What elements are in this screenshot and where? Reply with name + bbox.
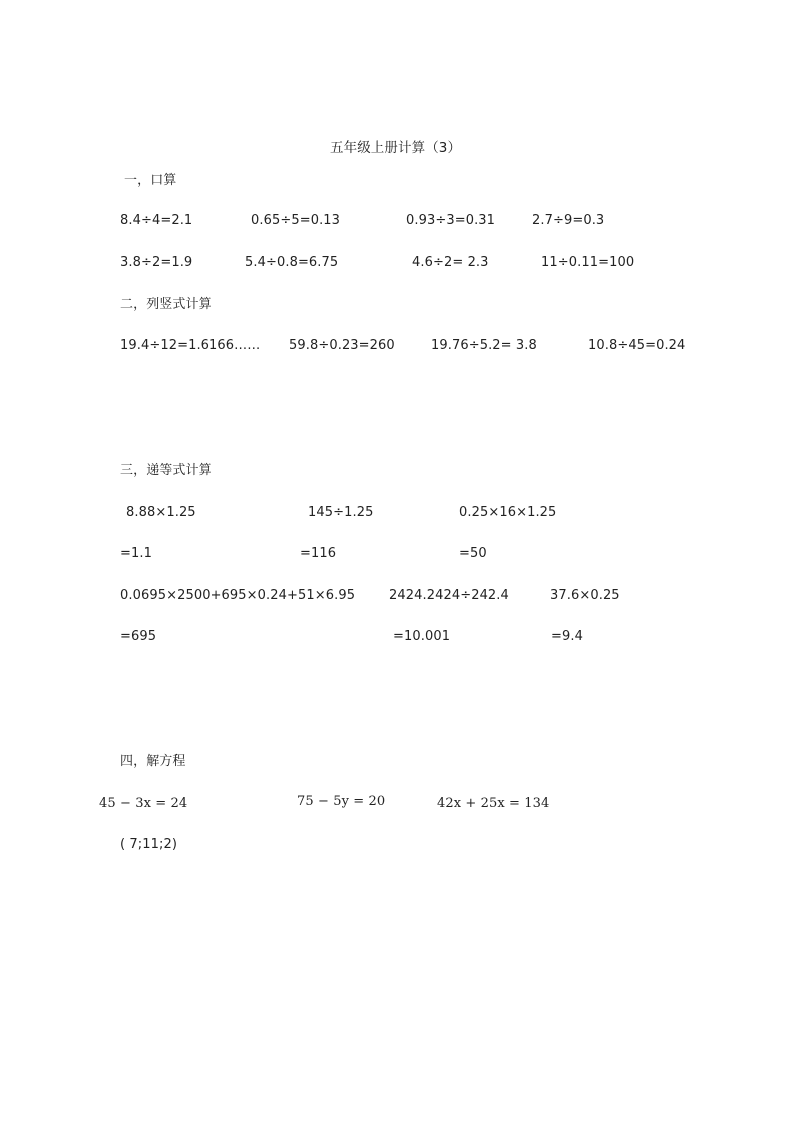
oral-calc-item: 0.93÷3=0.31 [406, 213, 496, 228]
equation: 42x + 25x = 134 [437, 796, 550, 811]
stepwise-problem: 0.0695×2500+695×0.24+51×6.95 [120, 588, 356, 603]
stepwise-answer: =1.1 [120, 546, 152, 561]
stepwise-answer: =695 [120, 629, 157, 644]
section2-heading: 二，列竖式计算 [120, 297, 212, 312]
vertical-calc-item: 10.8÷45=0.24 [588, 338, 686, 353]
oral-calc-item: 0.65÷5=0.13 [251, 213, 341, 228]
stepwise-answer: =10.001 [393, 629, 451, 644]
stepwise-answer: =116 [300, 546, 337, 561]
vertical-calc-item: 19.76÷5.2= 3.8 [431, 338, 537, 353]
equation: 75 − 5y = 20 [297, 794, 386, 809]
stepwise-problem: 145÷1.25 [308, 505, 374, 520]
section4-heading: 四，解方程 [120, 754, 186, 769]
oral-calc-item: 4.6÷2= 2.3 [412, 255, 489, 270]
equation: 45 − 3x = 24 [99, 796, 188, 811]
oral-calc-item: 8.4÷4=2.1 [120, 213, 193, 228]
stepwise-answer: =50 [459, 546, 487, 561]
stepwise-problem: 8.88×1.25 [126, 505, 196, 520]
vertical-calc-item: 59.8÷0.23=260 [289, 338, 395, 353]
section3-heading: 三，递等式计算 [120, 463, 212, 478]
oral-calc-item: 11÷0.11=100 [541, 255, 635, 270]
equation-answers: ( 7;11;2) [120, 837, 178, 852]
vertical-calc-item: 19.4÷12=1.6166…… [120, 338, 261, 353]
stepwise-problem: 2424.2424÷242.4 [389, 588, 509, 603]
stepwise-problem: 0.25×16×1.25 [459, 505, 557, 520]
stepwise-answer: =9.4 [551, 629, 583, 644]
stepwise-problem: 37.6×0.25 [550, 588, 620, 603]
oral-calc-item: 2.7÷9=0.3 [532, 213, 605, 228]
oral-calc-item: 3.8÷2=1.9 [120, 255, 193, 270]
oral-calc-item: 5.4÷0.8=6.75 [245, 255, 339, 270]
page-title: 五年级上册计算（3） [330, 140, 462, 156]
section1-heading: 一，口算 [124, 173, 177, 188]
